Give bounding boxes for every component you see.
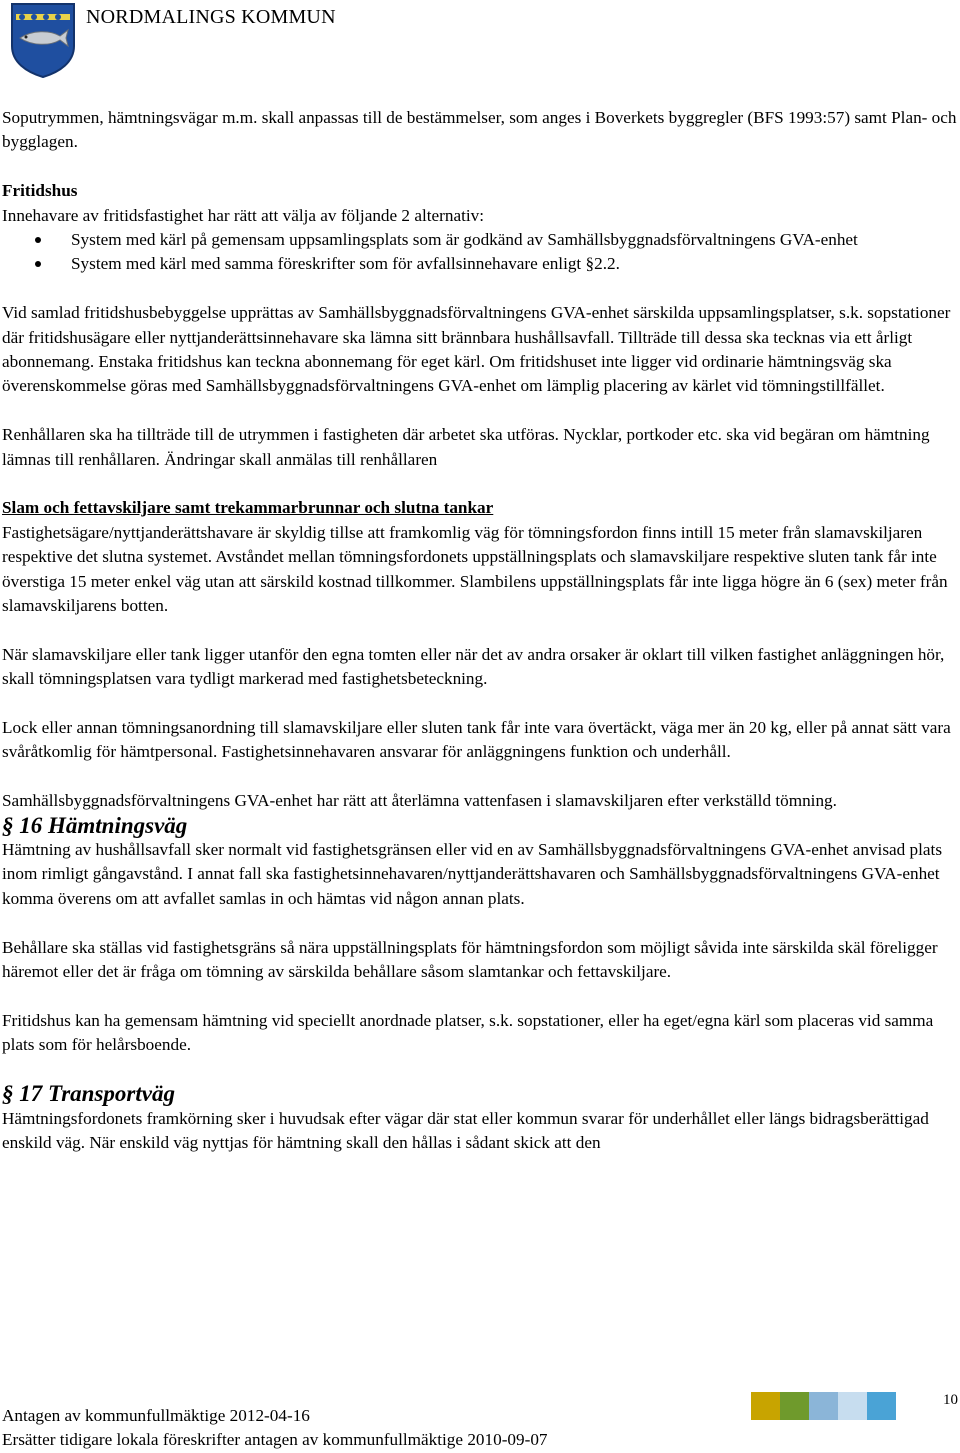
list-item	[2, 252, 957, 276]
coat-of-arms-logo	[10, 2, 76, 78]
heading-section-17: § 17 Transportväg	[2, 1081, 175, 1107]
paragraph-17-1: Hämtningsfordonets framkörning sker i huvudsak efter vägar där stat eller kommun svarar för underhållet eller längs bidragsberättigad enskild väg. När enskild väg nyttjas för hämtning skall den hållas i sådant skick att den	[2, 1108, 929, 1152]
page-footer	[2, 1404, 548, 1452]
heading-section-16: § 16 Hämtningsväg	[2, 812, 188, 838]
organization-name: NORDMALINGS KOMMUN	[86, 6, 336, 28]
footer-line-adopted: Antagen av kommunfullmäktige 2012-04-16	[2, 1406, 310, 1425]
paragraph-samlad-bebyggelse: Vid samlad fritidshusbebyggelse upprättas av Samhällsbyggnadsförvaltningens GVA-enhet särskilda uppsamlingsplatser, s.k. sopstationer där fritidshusägare eller nyttjanderättsinnehavare ska lämna sitt brännbara hushållsavfall. Tillträde till dessa ska tecknas via ett årligt abonnemang. Enstaka fritidshus kan teckna abonnemang för eget kärl. Om fritidshuset inte ligger vid ordinarie hämtningsväg ska överenskommelse göras med Samhällsbyggnadsförvaltningens GVA-enhet om lämplig placering av kärlet vid tömningstillfället.	[2, 303, 951, 396]
paragraph-soputrymmen: Soputrymmen, hämtningsvägar m.m. skall anpassas till de bestämmelser, som anges i Boverkets byggregler (BFS 1993:57) samt Plan- och bygglagen.	[2, 108, 957, 152]
bullet-icon	[35, 237, 41, 243]
heading-fritidshus: Fritidshus	[2, 181, 78, 201]
bullet-icon	[35, 261, 41, 267]
alternatives-list	[2, 228, 957, 277]
list-item-text: System med kärl med samma föreskrifter som för avfallsinnehavare enligt §2.2.	[71, 254, 620, 274]
footer-line-replaces: Ersätter tidigare lokala föreskrifter antagen av kommunfullmäktige 2010-09-07	[2, 1430, 548, 1449]
page-number: 10	[943, 1392, 958, 1408]
color-block	[867, 1392, 896, 1420]
heading-slam: Slam och fettavskiljare samt trekammarbrunnar och slutna tankar	[2, 498, 494, 518]
paragraph-slam-1: Fastighetsägare/nyttjanderättshavare är skyldig tillse att framkomlig väg för tömningsfordon finns intill 15 meter från slamavskiljaren respektive det slutna systemet. Avståndet mellan tömningsfordonets uppställningsplats och slamavskiljare respektive sluten tank får inte överstiga 15 meter enkel väg utan att särskild kostnad tillkommer. Slambilens uppställningsplats får inte ligga högre än 6 (sex) meter från slamavskiljarens botten.	[2, 522, 948, 616]
color-block	[780, 1392, 809, 1420]
color-block	[809, 1392, 838, 1420]
document-body	[2, 106, 957, 1155]
page-header	[10, 2, 410, 82]
paragraph-renhallaren: Renhållaren ska ha tillträde till de utrymmen i fastigheten där arbetet ska utföras. Nycklar, portkoder etc. ska vid begäran om hämtning lämnas till renhållaren. Ändringar skall anmälas till renhållaren	[2, 425, 930, 469]
paragraph-fritidshus-intro: Innehavare av fritidsfastighet har rätt att välja av följande 2 alternativ:	[2, 205, 484, 225]
paragraph-slam-3: Lock eller annan tömningsanordning till slamavskiljare eller sluten tank får inte vara övertäckt, väga mer än 20 kg, eller på annat sätt vara svåråtkomlig för hämtpersonal. Fastighetsinnehavaren ansvarar för anläggningens funktion och underhåll.	[2, 718, 951, 762]
list-item	[2, 228, 957, 252]
footer-color-bar	[751, 1392, 896, 1420]
color-block	[751, 1392, 780, 1420]
paragraph-16-1: Hämtning av hushållsavfall sker normalt vid fastighetsgränsen eller vid en av Samhällsbyggnadsförvaltningens GVA-enhet anvisad plats inom rimligt gångavstånd. I annat fall ska fastighetsinnehavaren/nyttjanderättshavaren och Samhällsbyggnadsförvaltningens GVA-enhet komma överens om att avfallet samlas in och hämtas vid någon annan plats.	[2, 840, 943, 908]
paragraph-slam-4: Samhällsbyggnadsförvaltningens GVA-enhet har rätt att återlämna vattenfasen i slamavskiljaren efter verkställd tömning.	[2, 791, 837, 811]
color-block	[838, 1392, 867, 1420]
paragraph-16-2: Behållare ska ställas vid fastighetsgräns så nära uppställningsplats för hämtningsfordon som möjligt såvida inte särskilda skäl föreligger häremot eller det är fråga om tömning av särskilda behållare såsom slamtankar och fettavskiljare.	[2, 937, 938, 982]
list-item-text: System med kärl på gemensam uppsamlingsplats som är godkänd av Samhällsbyggnadsförvaltningens GVA-enhet	[71, 230, 858, 250]
paragraph-slam-2: När slamavskiljare eller tank ligger utanför den egna tomten eller när det av andra orsaker är oklart till vilken fastighet anläggningen hör, skall tömningsplatsen vara tydligt markerad med fastighetsbeteckning.	[2, 644, 945, 689]
paragraph-16-3: Fritidshus kan ha gemensam hämtning vid speciellt anordnade platser, s.k. sopstationer, eller ha eget/egna kärl som placeras vid samma plats som för helårsboende.	[2, 1010, 934, 1055]
